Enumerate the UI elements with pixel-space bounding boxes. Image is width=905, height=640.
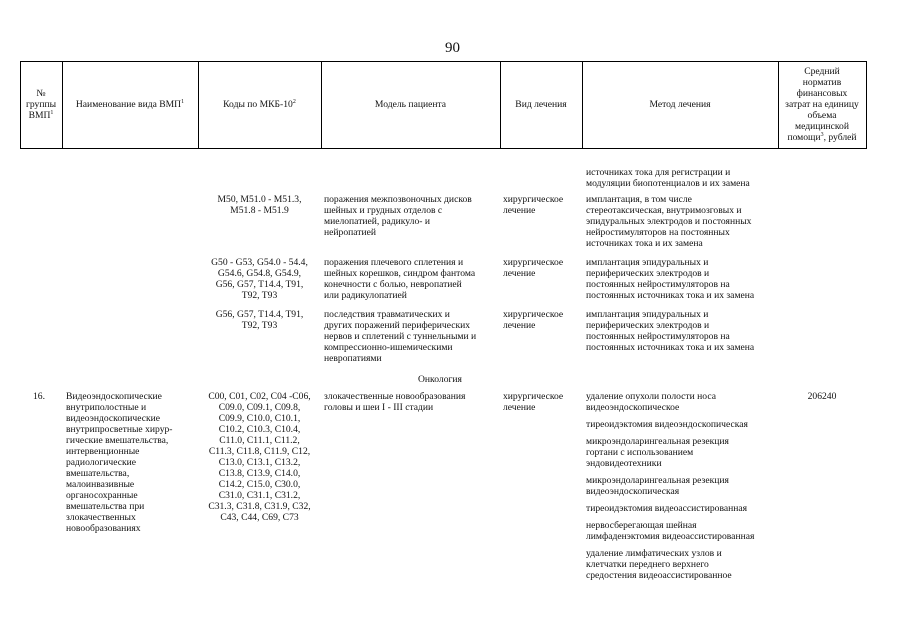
header-treatment-method	[582, 61, 778, 148]
text-line: C31.0, C31.1, C31.2,	[218, 490, 301, 501]
header-cost-norm	[778, 61, 866, 148]
text-line: постоянных нейростимуляторов на	[586, 279, 730, 290]
row2-patient-model	[324, 257, 502, 301]
text-line: видеоэндоскопическая	[586, 486, 680, 497]
page-number: 90	[445, 40, 460, 56]
text-line: C13.0, C13.1, C13.2,	[218, 457, 301, 468]
row3-treatment-method	[586, 309, 780, 353]
text-line: невропатиями	[324, 353, 382, 364]
text-line: Видеоэндоскопические	[66, 391, 162, 402]
method-item	[586, 419, 780, 430]
text-line: гортани с использованием	[586, 447, 694, 458]
header-cost-line: норматив	[802, 77, 842, 88]
footnote-mark: 1	[50, 109, 54, 116]
header-patient-model-text: Модель пациента	[374, 99, 447, 110]
text-line: интервенционные	[66, 446, 140, 457]
text-line: источниках тока для регистрации и	[586, 167, 731, 178]
header-cost-line: объема	[807, 110, 837, 121]
text-line: постоянных нейростимуляторов на	[586, 331, 730, 342]
header-group-number-line: ВМП	[28, 110, 51, 121]
text-line: удаление лимфатических узлов и	[586, 548, 722, 559]
text-line: G50 - G53, G54.0 - 54.4,	[211, 257, 308, 268]
text-line: хирургическое	[503, 257, 564, 268]
group16-treatment-type	[503, 391, 583, 413]
text-line: C11.0, C11.1, C11.2,	[219, 435, 300, 446]
text-line: имплантация эпидуральных и	[586, 309, 709, 320]
text-line: поражения межпозвоночных дисков	[324, 194, 472, 205]
text-line: M51.8 - M51.9	[230, 205, 289, 216]
text-line: G56, G57, T14.4, T91,	[215, 309, 304, 320]
text-line: нервосберегающая шейная	[586, 520, 697, 531]
text-line: источниках тока и их замена	[586, 238, 703, 249]
text-line: удаление опухоли полости носа	[586, 391, 716, 402]
text-line: хирургическое	[503, 309, 564, 320]
text-line: микроэндоларингеальная резекция	[586, 436, 729, 447]
text-line: нервов и сплетений с туннельными и	[324, 331, 477, 342]
header-divider	[866, 61, 867, 149]
text-line: C13.8, C13.9, C14.0,	[218, 468, 301, 479]
header-cost-line: помощи	[787, 132, 821, 143]
text-line: шейных корешков, синдром фантома	[324, 268, 476, 279]
group16-codes	[198, 391, 321, 523]
header-treatment-type-text: Вид лечения	[515, 99, 567, 110]
method-item	[586, 503, 780, 514]
text-line: C43, C44, C69, C73	[220, 512, 299, 523]
text-line: или радикулопатией	[324, 290, 407, 301]
text-line: злокачественных	[66, 512, 136, 523]
header-vmp-name	[62, 61, 198, 148]
text-line: периферических электродов и	[586, 320, 710, 331]
text-line: видеоэндоскопическое	[586, 402, 680, 413]
method-item	[586, 548, 780, 581]
header-patient-model	[321, 61, 500, 148]
text-line: лечение	[503, 268, 536, 279]
text-line: C00, C01, C02, C04 -C06,	[208, 391, 311, 402]
method-item	[586, 520, 780, 542]
row1-treatment-method	[586, 194, 780, 249]
text-line: лечение	[503, 205, 536, 216]
text-line: G56, G57, T14.4, T91,	[215, 279, 304, 290]
text-line: тиреоидэктомия видеоэндоскопическая	[586, 419, 748, 430]
text-line: постоянных источниках тока и их замена	[586, 290, 755, 301]
text-line: тиреоидэктомия видеоассистированная	[586, 503, 748, 514]
text-line: лечение	[503, 320, 536, 331]
header-treatment-method-text: Метод лечения	[649, 99, 711, 110]
group16-number: 16.	[33, 391, 45, 402]
text-line: видеоэндоскопические	[66, 413, 161, 424]
text-line: T92, T93	[241, 320, 278, 331]
header-bottom-border	[20, 148, 866, 149]
header-cost-line: затрат на единицу	[785, 99, 859, 110]
text-line: модуляции биопотенциалов и их замена	[586, 178, 750, 189]
header-vmp-name-text: Наименование вида ВМП	[75, 99, 182, 110]
text-line: лечение	[503, 402, 536, 413]
footnote-mark: 2	[292, 98, 296, 105]
text-line: головы и шеи I - III стадии	[324, 402, 434, 413]
header-cost-line: Средний	[804, 66, 840, 77]
text-line: радиологические	[66, 457, 137, 468]
header-group-number-line: группы	[25, 99, 57, 110]
text-line: C14.2, C15.0, C30.0,	[218, 479, 301, 490]
row2-codes	[200, 257, 319, 301]
group16-treatment-methods	[586, 391, 780, 581]
text-line: постоянных источниках тока и их замена	[586, 342, 755, 353]
text-line: внутрипросветные хирур-	[66, 424, 173, 435]
text-line: G54.6, G54.8, G54.9,	[217, 268, 302, 279]
method-item	[586, 391, 780, 413]
text-line: M50, M51.0 - M51.3,	[217, 194, 302, 205]
text-line: клетчатки переднего верхнего	[586, 559, 709, 570]
text-line: средостения видеоассистированное	[586, 570, 732, 581]
text-line: T92, T93	[241, 290, 278, 301]
text-line: C09.0, C09.1, C09.8,	[218, 402, 301, 413]
text-line: хирургическое	[503, 391, 564, 402]
header-cost-line: , рублей	[823, 132, 857, 143]
text-line: злокачественные новообразования	[324, 391, 466, 402]
row3-codes	[200, 309, 319, 331]
header-cost-line: финансовых	[796, 88, 848, 99]
row3-treatment-type	[503, 309, 583, 331]
group16-cost: 206240	[807, 391, 837, 402]
method-item	[586, 475, 780, 497]
text-line: периферических электродов и	[586, 268, 710, 279]
footnote-mark: 1	[181, 98, 185, 105]
text-line: миелопатией, радикуло- и	[324, 216, 430, 227]
text-line: гические вмешательства,	[66, 435, 169, 446]
text-line: новообразованиях	[66, 523, 141, 534]
text-line: шейных и грудных отделов с	[324, 205, 443, 216]
text-line: эпидуральных электродов и постоянных	[586, 216, 752, 227]
header-treatment-type	[500, 61, 582, 148]
header-group-number-line: №	[36, 88, 46, 99]
header-cost-line: медицинской	[795, 121, 849, 132]
text-line: вмешательства при	[66, 501, 145, 512]
text-line: C09.9, C10.0, C10.1,	[218, 413, 301, 424]
continued-method-text	[586, 167, 780, 189]
text-line: эндовидеотехники	[586, 458, 662, 469]
text-line: последствия травматических и	[324, 309, 450, 320]
row1-codes	[200, 194, 319, 216]
group16-vmp-name	[66, 391, 200, 534]
group16-patient-model	[324, 391, 502, 413]
text-line: хирургическое	[503, 194, 564, 205]
text-line: вмешательства,	[66, 468, 130, 479]
text-line: компрессионно-ишемическими	[324, 342, 453, 353]
text-line: поражения плечевого сплетения и	[324, 257, 464, 268]
text-line: C11.3, C11.8, C11.9, C12,	[208, 446, 311, 457]
text-line: лимфаденэктомия видеоассистированная	[586, 531, 755, 542]
row3-patient-model	[324, 309, 502, 364]
header-group-number	[20, 61, 62, 148]
row1-treatment-type	[503, 194, 583, 216]
header-icd-codes	[198, 61, 321, 148]
text-line: нейростимуляторов на постоянных	[586, 227, 730, 238]
text-line: органосохранные	[66, 490, 138, 501]
footnote-mark: 3	[820, 131, 824, 138]
row2-treatment-type	[503, 257, 583, 279]
section-title: Онкология	[418, 374, 462, 385]
row1-patient-model	[324, 194, 502, 238]
text-line: нейропатией	[324, 227, 376, 238]
header-icd-codes-text: Коды по МКБ-10	[223, 99, 293, 110]
text-line: C10.2, C10.3, C10.4,	[218, 424, 301, 435]
text-line: микроэндоларингеальная резекция	[586, 475, 729, 486]
text-line: C31.3, C31.8, C31.9, C32,	[208, 501, 311, 512]
text-line: внутриполостные и	[66, 402, 147, 413]
text-line: других поражений периферических	[324, 320, 471, 331]
text-line: имплантация, в том числе	[586, 194, 692, 205]
text-line: малоинвазивные	[66, 479, 135, 490]
method-item	[586, 436, 780, 469]
text-line: конечности с болью, невропатией	[324, 279, 462, 290]
text-line: стереотаксическая, внутримозговых и	[586, 205, 742, 216]
text-line: имплантация эпидуральных и	[586, 257, 709, 268]
row2-treatment-method	[586, 257, 780, 301]
